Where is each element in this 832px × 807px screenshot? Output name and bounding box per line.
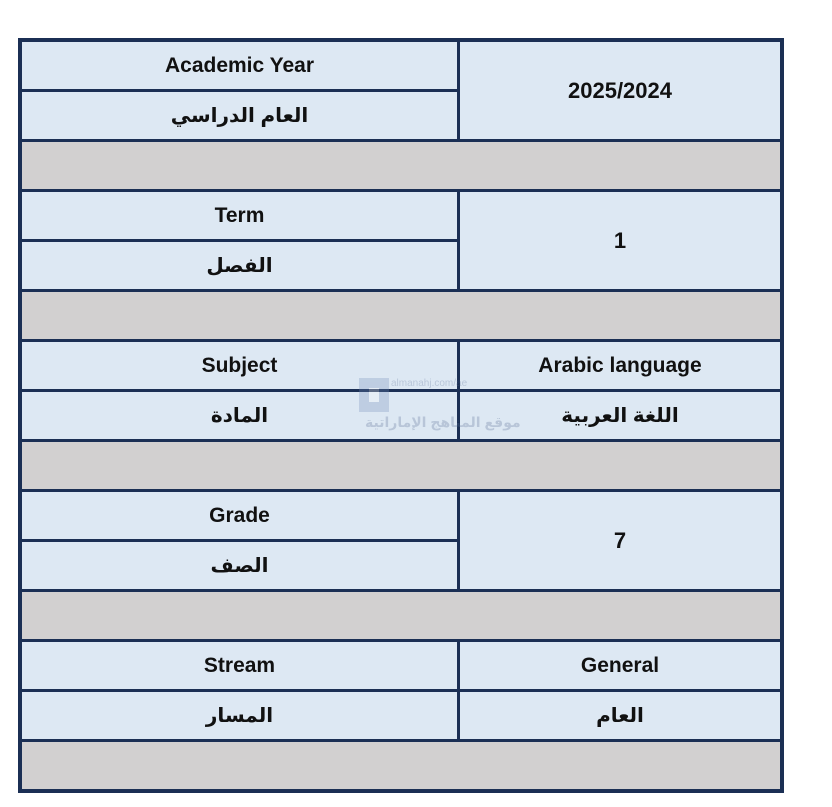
stream-value-ar: العام [459,691,783,741]
academic-year-row [20,40,782,91]
separator [20,141,782,191]
grade-label-en: Grade [20,491,459,541]
grade-row [20,491,782,541]
term-label-en: Term [20,191,459,241]
subject-ar-row [20,391,782,441]
stream-value-en: General [459,641,783,691]
subject-label-ar: المادة [20,391,459,441]
academic-year-label-ar: العام الدراسي [20,91,459,141]
academic-year-value: 2025/2024 [459,40,783,141]
info-sheet [18,38,788,807]
subject-label-en: Subject [20,341,459,391]
watermark-text: موقع المناهج الإماراتية [365,414,521,430]
stream-label-ar: المسار [20,691,459,741]
grade-label-ar: الصف [20,541,459,591]
subject-value-en: Arabic language [459,341,783,391]
term-row [20,191,782,241]
subject-value-ar: اللغة العربية [459,391,783,441]
separator-row [20,741,782,792]
separator-row [20,291,782,341]
stream-label-en: Stream [20,641,459,691]
term-value: 1 [459,191,783,291]
separator [20,741,782,792]
term-label-ar: الفصل [20,241,459,291]
separator-row [20,441,782,491]
stream-ar-row [20,691,782,741]
separator-row [20,591,782,641]
separator [20,291,782,341]
grade-value: 7 [459,491,783,591]
watermark-site: almanahj.com/ae [391,378,468,389]
subject-row [20,341,782,391]
academic-year-label-en: Academic Year [20,40,459,91]
stream-row [20,641,782,691]
info-table [18,38,784,793]
separator [20,591,782,641]
separator-row [20,141,782,191]
separator [20,441,782,491]
